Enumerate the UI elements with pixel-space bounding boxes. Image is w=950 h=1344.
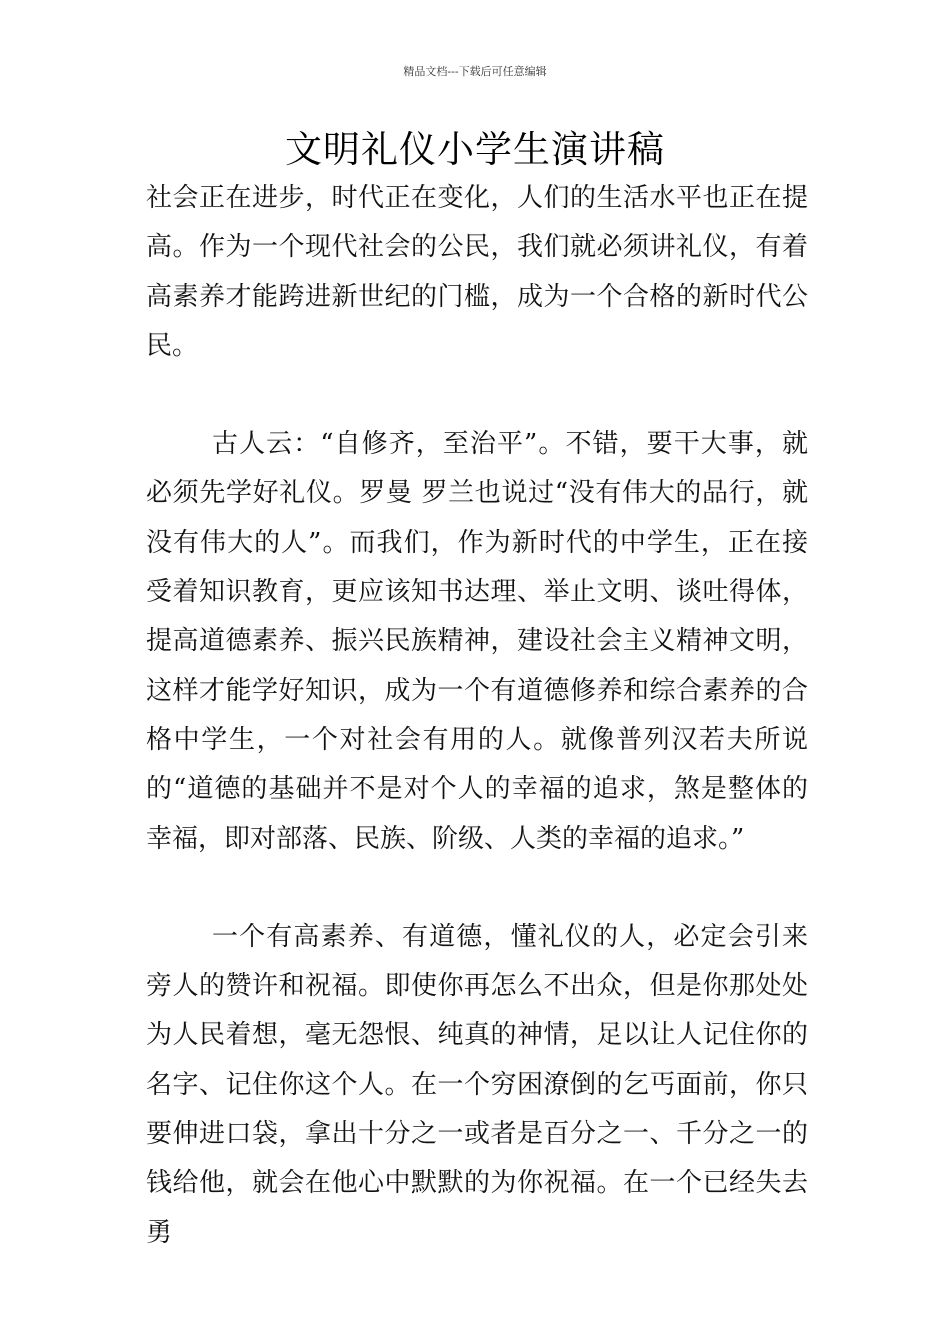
paragraph-2: 古人云：“自修齐，至治平”。不错，要干大事，就必须先学好礼仪。罗曼 罗兰也说过“没有伟大的品行，就没有伟大的人”。而我们，作为新时代的中学生，正在接受着知识教育，更应该知书达理、举止文明、谈吐得体，提高道德素养、振兴民族精神，建设社会主义精神文明，这样才能学好知识，成为一个有道德修养和综合素养的合格中学生，一个对社会有用的人。就像普列汉若夫所说的“道德的基础并不是对个人的幸福的追求，煞是整体的幸福，即对部落、民族、阶级、人类的幸福的追求。” [146,429,808,854]
document-body [146,174,808,1258]
paragraph-1: 社会正在进步，时代正在变化，人们的生活水平也正在提高。作为一个现代社会的公民，我们就必须讲礼仪，有着高素养才能跨进新世纪的门槛，成为一个合格的新时代公民。 [146,183,808,361]
document-title: 文明礼仪小学生演讲稿 [285,128,665,171]
header-note: 精品文档---下载后可任意编辑 [403,65,547,78]
paragraph-3: 一个有高素养、有道德，懂礼仪的人，必定会引来旁人的赞许和祝福。即使你再怎么不出众，但是你那处处为人民着想，毫无怨恨、纯真的神情，足以让人记住你的名字、记住你这个人。在一个穷困潦倒的乞丐面前，你只要伸进口袋，拿出十分之一或者是百分之一、千分之一的钱给他，就会在他心中默默的为你祝福。在一个已经失去勇 [146,921,808,1248]
